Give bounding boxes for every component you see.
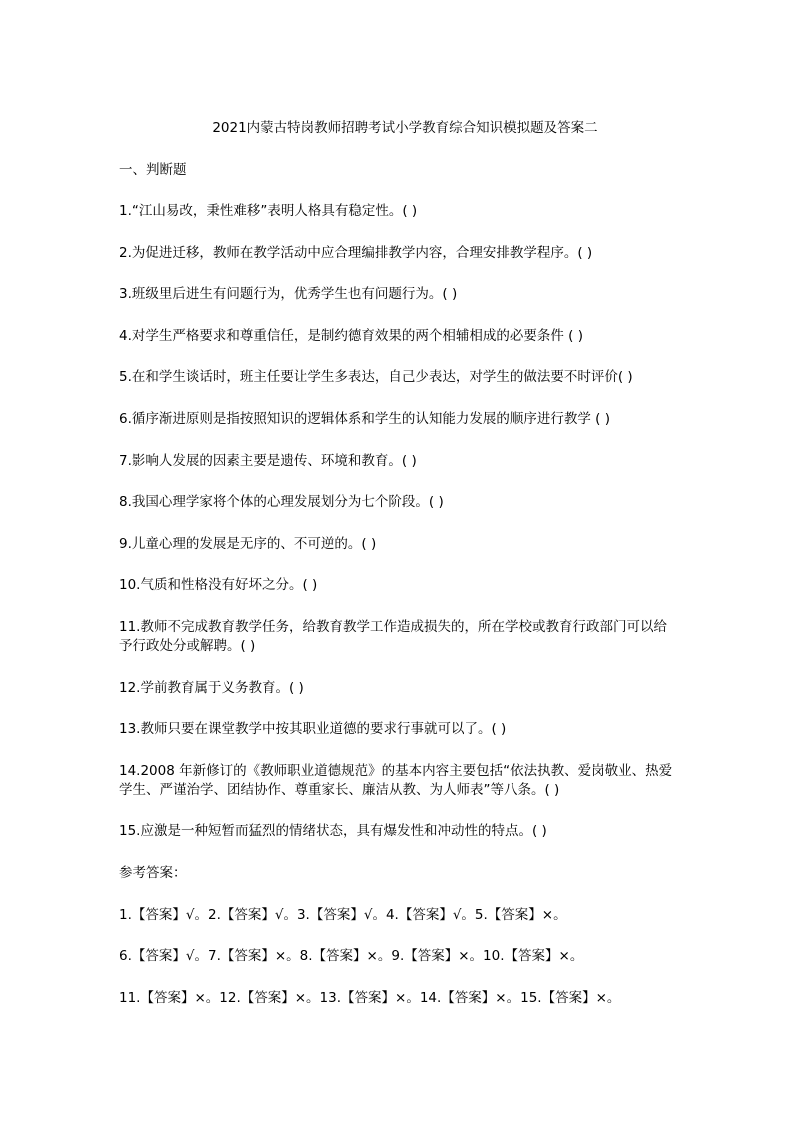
answer-line-3: 11.【答案】×。12.【答案】×。13.【答案】×。14.【答案】×。15.【答案】×。 (119, 989, 621, 1006)
question-7: 7.影响人发展的因素主要是遗传、环境和教育。( ) (119, 452, 417, 469)
question-2: 2.为促进迁移，教师在教学活动中应合理编排教学内容，合理安排教学程序。( ) (119, 244, 593, 261)
answers-heading: 参考答案： (119, 865, 187, 881)
answer-line-1: 1.【答案】√。2.【答案】√。3.【答案】√。4.【答案】√。5.【答案】×。 (119, 906, 567, 923)
question-9: 9.儿童心理的发展是无序的、不可逆的。( ) (119, 535, 377, 552)
question-4: 4.对学生严格要求和尊重信任，是制约德育效果的两个相辅相成的必要条件 ( ) (119, 327, 583, 344)
answer-line-2: 6.【答案】√。7.【答案】×。8.【答案】×。9.【答案】×。10.【答案】×。 (119, 948, 584, 965)
question-15: 15.应激是一种短暂而猛烈的情绪状态，具有爆发性和冲动性的特点。( ) (119, 823, 547, 840)
question-1: 1.“江山易改，秉性难移”表明人格具有稳定性。( ) (119, 203, 418, 220)
question-8: 8.我国心理学家将个体的心理发展划分为七个阶段。( ) (119, 494, 444, 511)
document-page (119, 119, 679, 1030)
question-12: 12.学前教育属于义务教育。( ) (119, 679, 304, 696)
question-10: 10.气质和性格没有好坏之分。( ) (119, 577, 318, 594)
section-heading: 一、判断题 (119, 161, 187, 178)
question-5: 5.在和学生谈话时，班主任要让学生多表达，自己少表达，对学生的做法要不时评价( ) (119, 369, 633, 386)
question-13: 13.教师只要在课堂教学中按其职业道德的要求行事就可以了。( ) (119, 721, 507, 738)
question-3: 3.班级里后进生有问题行为，优秀学生也有问题行为。( ) (119, 286, 458, 303)
question-11: 11.教师不完成教育教学任务，给教育教学工作造成损失的，所在学校或教育行政部门可以给予行政处分或解聘。( ) (119, 619, 667, 655)
question-14: 14.2008 年新修订的《教师职业道德规范》的基本内容主要包括“依法执教、爱岗敬业、热爱学生、严谨治学、团结协作、尊重家长、廉洁从教、为人师表”等八条。( ) (119, 762, 673, 798)
question-6: 6.循序渐进原则是指按照知识的逻辑体系和学生的认知能力发展的顺序进行教学 ( ) (119, 411, 610, 428)
document-title: 2021内蒙古特岗教师招聘考试小学教育综合知识模拟题及答案二 (212, 120, 598, 136)
